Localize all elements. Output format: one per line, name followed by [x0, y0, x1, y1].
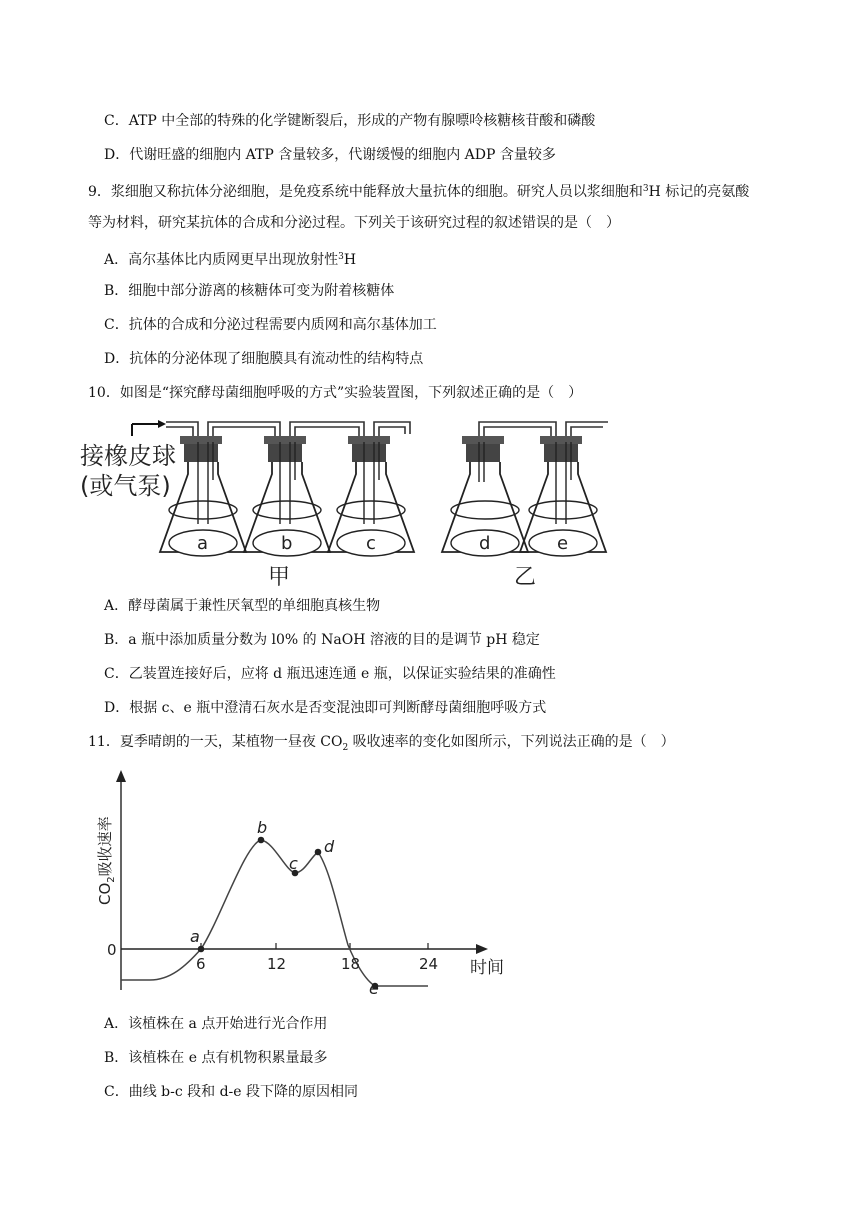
svg-text:b: b [257, 818, 268, 837]
yeast-respiration-apparatus [0, 412, 860, 592]
y-axis-label [96, 816, 117, 905]
question-11-option-c: C．曲线 b-c 段和 d-e 段下降的原因相同 [104, 1084, 359, 1100]
question-11-option-a: A．该植株在 a 点开始进行光合作用 [104, 1016, 328, 1032]
flask-e [520, 436, 606, 556]
question-10-option-a: A．酵母菌属于兼性厌氧型的单细胞真核生物 [104, 598, 381, 614]
question-11-stem: 11．夏季晴朗的一天，某植物一昼夜 $CO_2$ 吸收速率的变化如图所示，下列说法正确的是（ ） [88, 734, 675, 753]
point-d [315, 849, 322, 856]
flask-b [244, 436, 330, 556]
origin-label: 0 [107, 941, 117, 959]
svg-text:c: c [366, 533, 376, 554]
svg-text:e: e [369, 979, 379, 998]
question-10-option-b: B．a 瓶中添加质量分数为 l0% 的 NaOH 溶液的目的是调节 pH 稳定 [104, 632, 540, 648]
svg-text:CO2吸收速率: $CO_2$吸收速率 [96, 816, 117, 905]
svg-text:b: b [281, 533, 293, 554]
tick-18: 18 [341, 955, 361, 973]
question-9-option-d: D．抗体的分泌体现了细胞膜具有流动性的结构特点 [104, 351, 424, 367]
co2-absorption-graph [0, 760, 860, 1000]
point-a [198, 946, 205, 953]
group-label-jia: 甲 [268, 565, 291, 590]
flask-c [328, 436, 414, 556]
question-9-line-1: 9．浆细胞又称抗体分泌细胞，是免疫系统中能释放大量抗体的细胞。研究人员以浆细胞和$^3$H 标记的亮氨酸 [88, 184, 750, 200]
question-10-option-c: C．乙装置连接好后，应将 d 瓶迅速连通 e 瓶，以保证实验结果的准确性 [104, 666, 556, 682]
svg-text:d: d [324, 837, 335, 856]
svg-text:a: a [197, 533, 209, 554]
option-d-prev: D．代谢旺盛的细胞内 ATP 含量较多，代谢缓慢的细胞内 ADP 含量较多 [104, 147, 556, 163]
tick-12: 12 [267, 955, 287, 973]
question-11-option-b: B．该植株在 e 点有机物积累量最多 [104, 1050, 328, 1066]
svg-text:e: e [557, 533, 569, 554]
question-9-option-a: A．高尔基体比内质网更早出现放射性$^3$H [104, 252, 357, 268]
flask-d [442, 436, 528, 556]
svg-text:c: c [289, 854, 298, 873]
question-9-line-2: 等为材料，研究某抗体的合成和分泌过程。下列关于该研究过程的叙述错误的是（ ） [88, 215, 620, 231]
inlet-arrow-icon [132, 420, 166, 436]
question-9-option-b: B．细胞中部分游离的核糖体可变为附着核糖体 [104, 283, 395, 299]
question-10-stem: 10．如图是“探究酵母菌细胞呼吸的方式”实验装置图，下列叙述正确的是（ ） [88, 385, 583, 401]
svg-text:d: d [479, 533, 491, 554]
pump-label-line-1: 接橡皮球 [80, 442, 176, 470]
question-9-option-c: C．抗体的合成和分泌过程需要内质网和高尔基体加工 [104, 317, 437, 333]
svg-text:a: a [190, 927, 200, 946]
tick-6: 6 [196, 955, 206, 973]
tick-24: 24 [419, 955, 439, 973]
x-axis-label: 时间 [470, 958, 504, 978]
group-label-yi: 乙 [514, 565, 537, 590]
pump-label-line-2: (或气泵) [80, 472, 171, 500]
point-b [258, 837, 265, 844]
question-10-option-d: D．根据 c、e 瓶中澄清石灰水是否变混浊即可判断酵母菌细胞呼吸方式 [104, 700, 547, 716]
option-c-prev: C．ATP 中全部的特殊的化学键断裂后，形成的产物有腺嘌呤核糖核苷酸和磷酸 [104, 113, 596, 129]
